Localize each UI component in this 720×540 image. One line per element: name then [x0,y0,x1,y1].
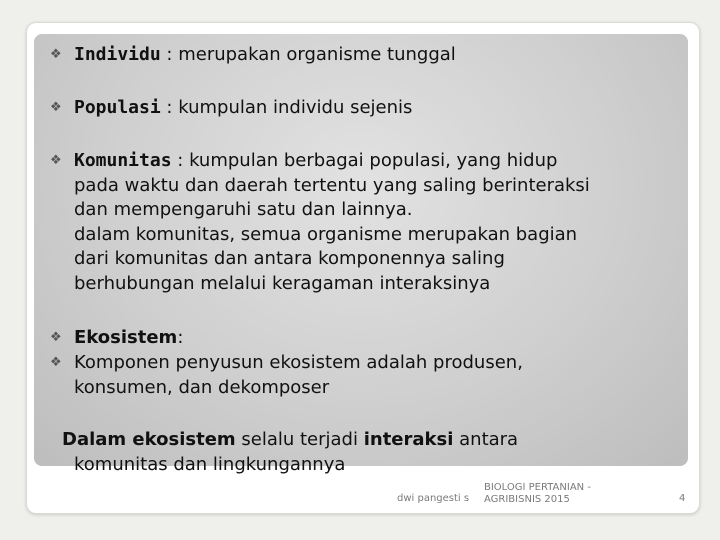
item-komunitas [74,149,674,296]
footer-course-line: BIOLOGI PERTANIAN - [484,482,591,493]
separator: : [171,150,190,171]
separator: : [160,44,179,65]
separator: : [160,97,179,118]
footer-course [484,482,591,506]
closing-bold: Dalam ekosistem [62,429,236,450]
term: Individu [74,44,161,65]
definition-line: dalam komunitas, semua organisme merupakan bagian [74,223,578,245]
definition-line: dari komunitas dan antara komponennya saling [74,248,505,269]
term: Komunitas [74,150,172,171]
bullet-icon: ❖ [50,100,62,115]
item-populasi [74,96,412,121]
closing-text: selalu terjadi [235,429,364,450]
definition: kumpulan berbagai populasi, yang hidup [189,150,558,171]
definition-line: dan mempengaruhi satu dan lainnya. [74,199,413,220]
bullet-icon: ❖ [50,153,62,168]
definition-line: pada waktu dan daerah tertentu yang saling berinteraksi [74,174,590,196]
term: Ekosistem [74,327,178,348]
definition: merupakan organisme tunggal [178,44,456,65]
bullet-icon: ❖ [50,330,62,345]
item-individu [74,43,456,68]
closing-line: komunitas dan lingkungannya [74,453,346,475]
closing-bold: interaksi [363,429,454,450]
bullet-icon: ❖ [50,355,62,370]
footer-author: dwi pangesti s [397,493,470,504]
definition: Komponen penyusun ekosistem adalah produsen, [74,352,523,373]
bullet-icon: ❖ [50,47,62,62]
item-ekosistem [74,326,183,351]
item-komponen [74,351,674,400]
closing-text: antara [453,429,519,450]
term: Populasi [74,97,161,118]
footer-course-line: AGRIBISNIS 2015 [484,494,570,505]
closing-statement [62,428,662,477]
definition-line: berhubungan melalui keragaman interaksinya [74,272,491,294]
page-number: 4 [679,493,686,504]
definition-line: konsumen, dan dekomposer [74,376,330,398]
definition: : [177,327,184,348]
definition: kumpulan individu sejenis [178,97,413,118]
